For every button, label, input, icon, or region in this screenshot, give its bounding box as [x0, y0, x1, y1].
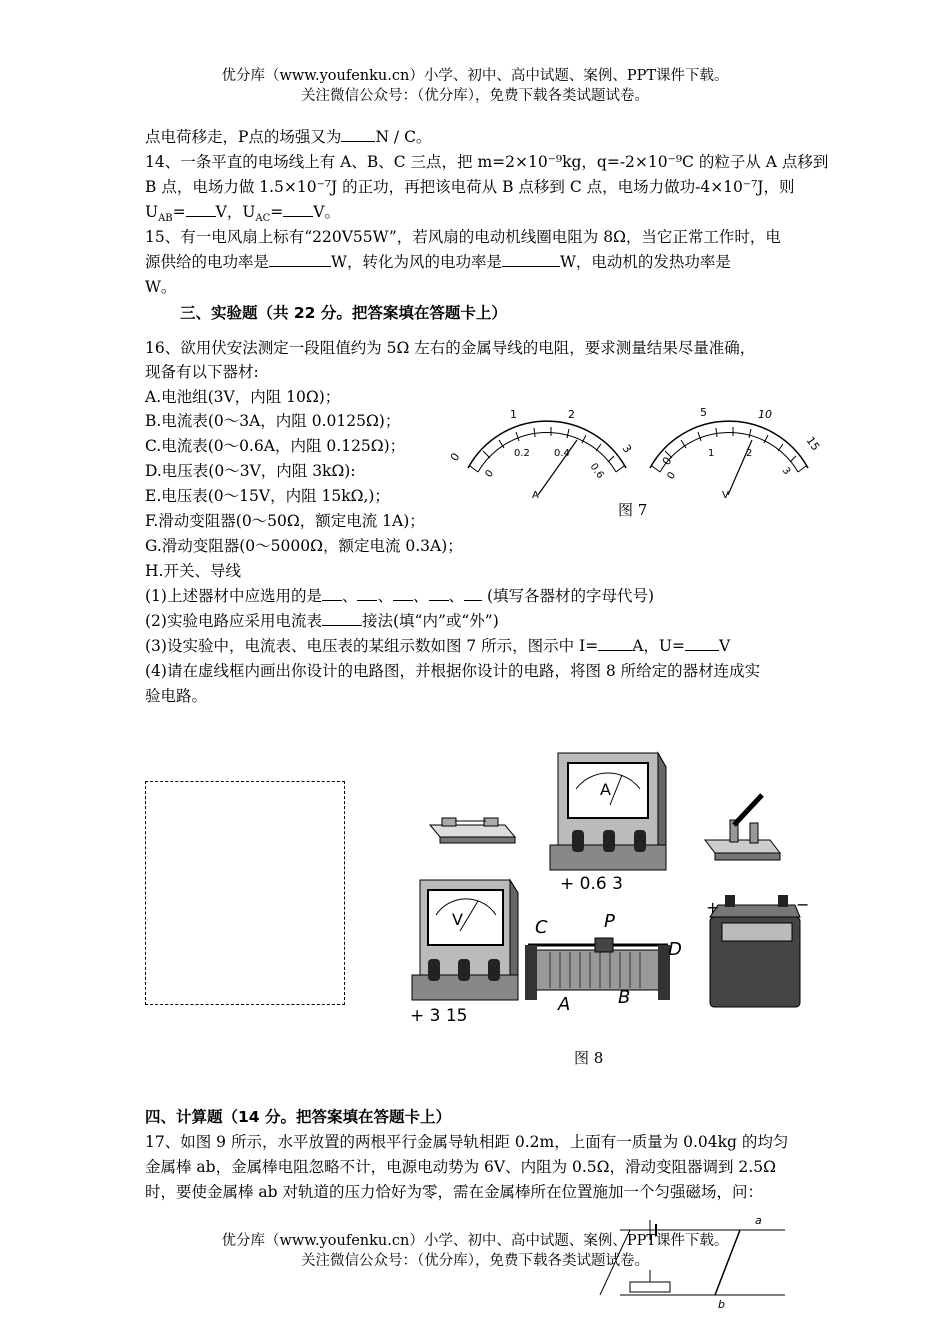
ammeter-outer-3: 3	[619, 442, 635, 456]
q15-text-b: W，转化为风的电功率是	[331, 253, 502, 271]
fig9-label-a: a	[755, 1214, 762, 1227]
voltmeter-outer-3: 15	[803, 434, 823, 454]
q16-part-4a: (4)请在虚线框内画出你设计的电路图，并根据你设计的电路，将图 8 所给定的器材连成实	[145, 662, 761, 680]
q14-eq1: =	[172, 203, 186, 221]
ammeter-apparatus	[550, 753, 666, 894]
q16-p1-sep-2: 、	[377, 587, 393, 605]
q16-item-f: F.滑动变阻器(0～50Ω，额定电流 1A)；	[145, 512, 425, 530]
q14-line-2: B 点，电场力做 1.5×10⁻⁷J 的正功，再把该电荷从 B 点移到 C 点，电场力做功-4×10⁻⁷J，则	[145, 178, 795, 196]
q16-p2-note: 接法(填“内”或“外”)	[361, 612, 499, 630]
battery-apparatus	[706, 895, 809, 1007]
rheostat-d: D	[668, 939, 682, 960]
q16-item-g: G.滑动变阻器(0～5000Ω，额定电流 0.3A)；	[145, 537, 463, 555]
q15-blank-1	[269, 252, 331, 267]
ammeter-inner-2: 0.4	[554, 448, 570, 459]
q15-text-a: 源供给的电功率是	[145, 253, 270, 271]
fig9-label-b: b	[718, 1298, 725, 1311]
q15-line-2	[145, 251, 731, 273]
ammeter-dial	[448, 408, 634, 501]
q16-part-3	[145, 635, 730, 657]
q14-blank-2	[283, 202, 313, 217]
q16-item-d: D.电压表(0～3V，内阻 3kΩ):	[145, 462, 356, 480]
battery-plus: +	[706, 898, 720, 917]
ammeter-inner-0: 0	[483, 468, 497, 480]
q14-uab-sub: AB	[158, 213, 173, 225]
figure-8	[400, 745, 820, 1035]
voltmeter-outer-0: 0	[659, 454, 675, 468]
fig8-voltmeter-terminals: + 3 15	[410, 1006, 468, 1026]
q16-p3-mid: A，U=	[632, 637, 685, 655]
q16-line-1: 16、欲用伏安法测定一段阻值约为 5Ω 左右的金属导线的电阻，要求测量结果尽量准确，	[145, 339, 756, 357]
q15-line-1: 15、有一电风扇上标有“220V55W”，若风扇的电动机线圈电阻为 8Ω，当它正常工作时，电	[145, 228, 781, 246]
rheostat-apparatus	[525, 911, 682, 1015]
q16-item-e: E.电压表(0～15V，内阻 15kΩ,)；	[145, 487, 390, 505]
q16-p1-blank-4	[429, 586, 449, 601]
voltmeter-outer-2: 10	[758, 408, 772, 421]
q16-p2-blank	[322, 611, 362, 626]
ammeter-outer-1: 1	[510, 408, 517, 421]
q16-p2-text: (2)实验电路应采用电流表	[145, 612, 322, 630]
figure-7	[447, 400, 830, 510]
q14-line-1: 14、一条平直的电场线上有 A、B、C 三点，把 m=2×10⁻⁹kg，q=-2×10⁻⁹C 的粒子从 A 点移到	[145, 153, 829, 171]
rheostat-c: C	[535, 917, 548, 938]
q16-part-4b: 验电路。	[145, 687, 208, 705]
q13-suffix: N / C。	[375, 128, 432, 146]
q16-item-a: A.电池组(3V，内阻 10Ω)；	[145, 388, 341, 406]
ammeter-label: A	[532, 490, 539, 501]
switch-apparatus	[705, 795, 780, 860]
q16-p3-end: V	[718, 637, 731, 655]
q15-blank-2	[502, 252, 560, 267]
ammeter-inner-1: 0.2	[514, 448, 530, 459]
q16-part-1	[145, 585, 654, 607]
footer-line-1: 优分库（www.youfenku.cn）小学、初中、高中试题、案例、PPT课件下载。	[221, 1233, 729, 1249]
q14-v1: V，U	[215, 203, 256, 221]
ammeter-outer-0: 0	[447, 450, 463, 464]
q16-p1-sep-1: 、	[341, 587, 358, 605]
q16-p1-blank-2	[357, 586, 377, 601]
answer-dashed-box	[145, 781, 345, 1005]
q16-line-2: 现备有以下器材:	[145, 363, 259, 381]
q14-uac-sub: AC	[255, 213, 271, 225]
ammeter-outer-2: 2	[568, 408, 575, 421]
q16-p3-blank-1	[598, 636, 632, 651]
voltmeter-label: V	[722, 490, 729, 501]
q16-p1-blank-3	[393, 586, 413, 601]
header-line-1: 优分库（www.youfenku.cn）小学、初中、高中试题、案例、PPT课件下载。	[221, 68, 729, 84]
rheostat-a: A	[558, 994, 571, 1015]
voltmeter-inner-3: 3	[779, 465, 793, 477]
q16-p1-sep-3: 、	[413, 587, 429, 605]
figure-7-caption: 图 7	[618, 501, 648, 519]
voltmeter-inner-1: 1	[708, 448, 715, 459]
ammeter-inner-3: 0.6	[587, 461, 606, 481]
fig8-voltmeter-label: V	[452, 910, 463, 929]
q16-part-2	[145, 610, 499, 632]
q16-p1-sep-4: 、	[448, 587, 465, 605]
voltmeter-dial	[650, 406, 822, 501]
q13-text: 点电荷移走，P点的场强又为	[145, 128, 342, 146]
q16-p3-text: (3)设实验中，电流表、电压表的某组示数如图 7 所示，图示中 I=	[145, 637, 599, 655]
q16-p1-note: (填写各器材的字母代号)	[486, 587, 655, 605]
q16-p1-blank-5	[464, 586, 482, 601]
q14-blank-1	[186, 202, 216, 217]
q17-line-1: 17、如图 9 所示，水平放置的两根平行金属导轨相距 0.2m，上面有一质量为 0.04kg 的均匀	[145, 1133, 789, 1151]
rheostat-p: P	[604, 911, 615, 932]
fig8-ammeter-label: A	[600, 780, 611, 799]
q14-u1: U	[145, 203, 159, 221]
q13-blank	[341, 127, 375, 142]
q17-line-3: 时，要使金属棒 ab 对轨道的压力恰好为零，需在金属棒所在位置施加一个匀强磁场，问：	[145, 1183, 764, 1201]
q16-p3-blank-2	[685, 636, 719, 651]
voltmeter-inner-0: 0	[665, 470, 679, 482]
q15-line-3: W。	[145, 278, 177, 296]
voltmeter-apparatus	[410, 880, 518, 1026]
footer-line-2: 关注微信公众号：（优分库），免费下载各类试题试卷。	[301, 1253, 649, 1269]
q16-item-b: B.电流表(0～3A，内阻 0.0125Ω)；	[145, 412, 401, 430]
figure-8-caption: 图 8	[574, 1049, 604, 1067]
q14-v2: V。	[313, 203, 340, 221]
section-3-title: 三、实验题（共 22 分。把答案填在答题卡上）	[180, 304, 507, 322]
battery-minus: −	[796, 895, 810, 914]
q16-p1-blank-1	[322, 586, 342, 601]
q16-item-c: C.电流表(0～0.6A，内阻 0.125Ω)；	[145, 437, 406, 455]
q13-tail	[145, 126, 431, 148]
header-line-2: 关注微信公众号：（优分库），免费下载各类试题试卷。	[301, 88, 649, 104]
q17-line-2: 金属棒 ab，金属棒电阻忽略不计，电源电动势为 6V、内阻为 0.5Ω，滑动变阻器调到 2.5Ω	[145, 1158, 776, 1176]
fig8-ammeter-terminals: + 0.6 3	[560, 874, 623, 894]
q16-item-h: H.开关、导线	[145, 562, 241, 580]
q15-text-c: W，电动机的发热功率是	[559, 253, 731, 271]
voltmeter-outer-1: 5	[700, 406, 707, 419]
q16-p1-text: (1)上述器材中应选用的是	[145, 587, 322, 605]
voltmeter-inner-2: 2	[746, 448, 753, 459]
section-4-title: 四、计算题（14 分。把答案填在答题卡上）	[145, 1108, 451, 1126]
q14-eq2: =	[270, 203, 284, 221]
rheostat-b: B	[618, 987, 631, 1008]
resistor-wire-apparatus	[430, 818, 515, 843]
